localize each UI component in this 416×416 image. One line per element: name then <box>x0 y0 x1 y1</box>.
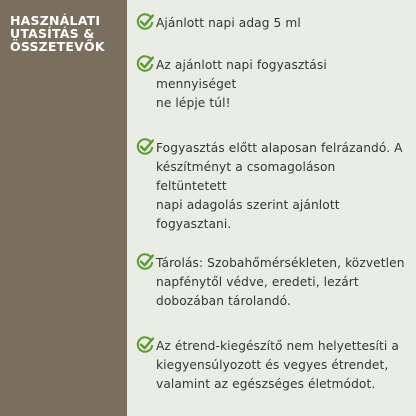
check-icon <box>136 138 154 156</box>
check-icon <box>136 253 154 271</box>
check-icon <box>136 13 154 31</box>
item-text: Fogyasztás előtt alaposan felrázandó. A készítményt a csomagoláson feltüntetett napi adagolás szerint ajánlott fogyasztani. <box>156 141 403 231</box>
section-title: HASZNÁLATI UTASÍTÁS & ÖSSZETEVŐK <box>10 13 105 54</box>
sidebar <box>0 0 127 416</box>
list-item <box>136 337 408 394</box>
list-item <box>136 56 408 113</box>
list-item <box>136 254 408 311</box>
list-item <box>136 139 408 234</box>
check-icon <box>136 55 154 73</box>
list-item <box>136 14 408 33</box>
item-text: Az étrend-kiegészítő nem helyettesíti a kiegyensúlyozott és vegyes étrendet, valamint az egészséges életmódot. <box>156 339 399 391</box>
item-text: Tárolás: Szobahőmérsékleten, közvetlen napfénytől védve, eredeti, lezárt dobozában tárolandó. <box>156 256 405 308</box>
item-text: Ajánlott napi adag 5 ml <box>156 16 301 30</box>
item-text: Az ajánlott napi fogyasztási mennyiséget ne lépje túl! <box>156 58 327 110</box>
instructions-list <box>127 0 416 416</box>
check-icon <box>136 336 154 354</box>
